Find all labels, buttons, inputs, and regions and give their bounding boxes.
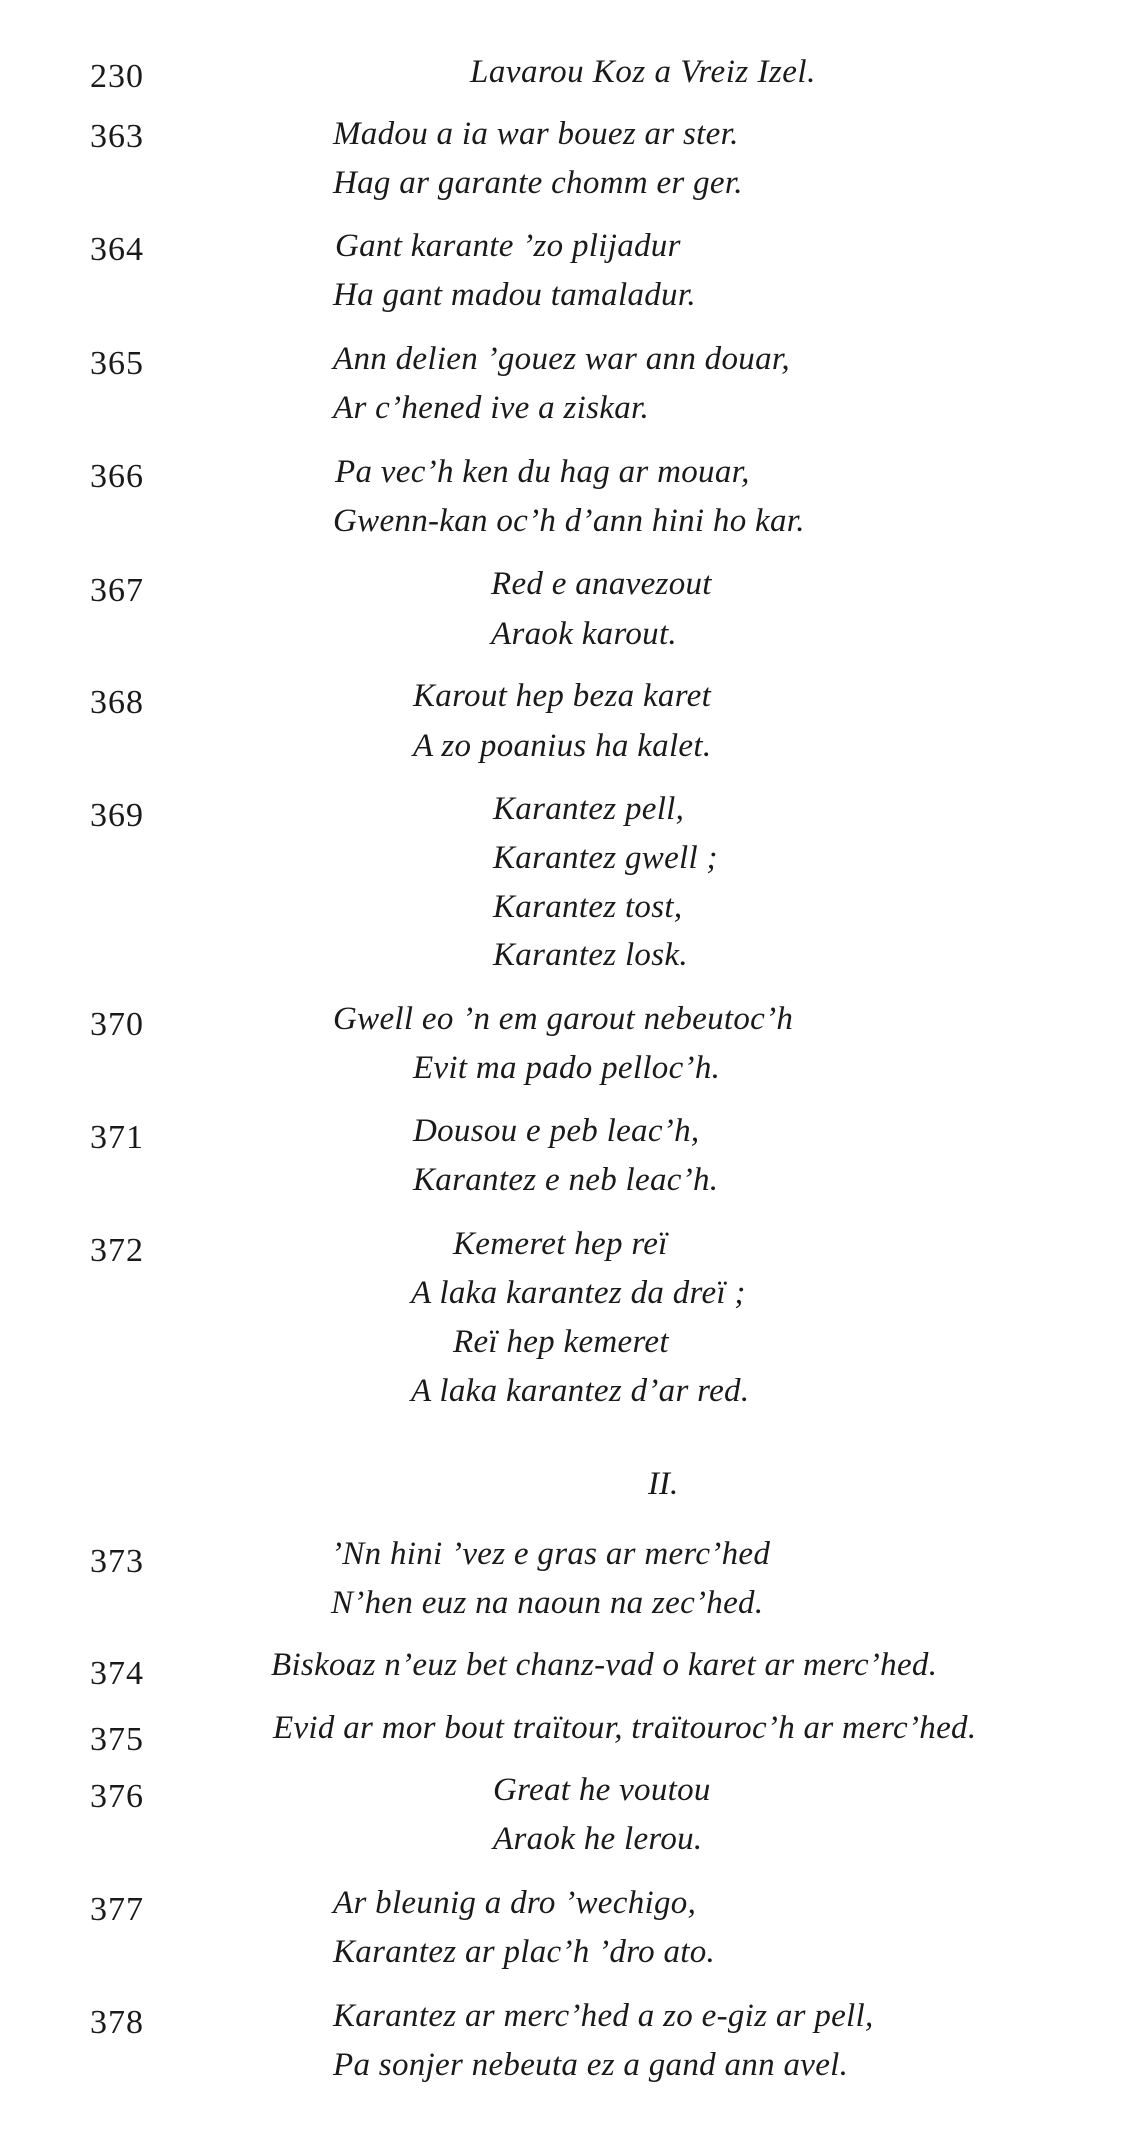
proverb-line: Dousou e peb leac’h,	[413, 1113, 700, 1149]
proverb-number: 377	[90, 1891, 144, 1928]
proverb-line: Karantez gwell ;	[493, 840, 718, 876]
proverb-number: 371	[90, 1119, 144, 1156]
proverb-line: Ann delien ’gouez war ann douar,	[333, 341, 790, 377]
proverb-line: Gant karante ’zo plijadur	[335, 228, 681, 264]
proverb-line: Ar c’hened ive a ziskar.	[333, 390, 650, 426]
proverb-number: 376	[90, 1778, 144, 1815]
proverb-line: N’hen euz na naoun na zec’hed.	[331, 1585, 764, 1621]
proverb-line: Karantez e neb leac’h.	[413, 1162, 719, 1198]
proverb-number: 365	[90, 345, 144, 382]
proverb-line: Biskoaz n’euz bet chanz-vad o karet ar merc’hed.	[271, 1647, 938, 1683]
proverb-number: 373	[90, 1543, 144, 1580]
proverb-number: 367	[90, 572, 144, 609]
proverb-line: Pa sonjer nebeuta ez a gand ann avel.	[333, 2047, 849, 2083]
proverb-line: Karantez tost,	[493, 889, 683, 925]
proverb-number: 370	[90, 1006, 144, 1043]
proverb-line: Ar bleunig a dro ’wechigo,	[333, 1885, 697, 1921]
proverb-line: Reï hep kemeret	[453, 1324, 669, 1360]
proverb-line: Great he voutou	[493, 1772, 711, 1808]
section-heading: II.	[648, 1466, 679, 1502]
proverb-line: Pa vec’h ken du hag ar mouar,	[335, 454, 750, 490]
proverb-line: Karantez pell,	[493, 791, 685, 827]
page-number: 230	[90, 58, 144, 95]
proverb-number: 378	[90, 2004, 144, 2041]
proverb-line: Araok he lerou.	[493, 1821, 703, 1857]
proverb-number: 374	[90, 1655, 144, 1692]
proverb-number: 368	[90, 684, 144, 721]
proverb-line: Karantez ar merc’hed a zo e-giz ar pell,	[333, 1998, 874, 2034]
running-title: Lavarou Koz a Vreiz Izel.	[470, 54, 816, 90]
proverb-line: A laka karantez da dreï ;	[411, 1275, 746, 1311]
proverb-line: Karout hep beza karet	[413, 678, 712, 714]
proverb-number: 366	[90, 458, 144, 495]
proverb-number: 372	[90, 1232, 144, 1269]
proverb-line: Ha gant madou tamaladur.	[333, 277, 696, 313]
proverb-line: Gwenn-kan oc’h d’ann hini ho kar.	[333, 503, 805, 539]
proverb-line: Kemeret hep reï	[453, 1226, 668, 1262]
proverb-line: A laka karantez d’ar red.	[411, 1373, 750, 1409]
proverb-line: ’Nn hini ’vez e gras ar merc’hed	[331, 1536, 771, 1572]
proverb-line: Madou a ia war bouez ar ster.	[333, 116, 739, 152]
proverb-number: 369	[90, 797, 144, 834]
proverb-line: Araok karout.	[491, 616, 677, 652]
proverb-line: Karantez losk.	[493, 937, 688, 973]
proverb-line: Karantez ar plac’h ’dro ato.	[333, 1934, 716, 1970]
proverb-number: 375	[90, 1721, 144, 1758]
proverb-line: Red e anavezout	[491, 566, 712, 602]
proverb-number: 363	[90, 118, 144, 155]
proverb-line: A zo poanius ha kalet.	[413, 728, 712, 764]
proverb-number: 364	[90, 231, 144, 268]
proverb-line: Hag ar garante chomm er ger.	[333, 165, 743, 201]
proverb-line: Evit ma pado pelloc’h.	[413, 1050, 721, 1086]
proverb-line: Gwell eo ’n em garout nebeutoc’h	[333, 1001, 794, 1037]
proverb-line: Evid ar mor bout traïtour, traïtouroc’h ar merc’hed.	[273, 1710, 977, 1746]
